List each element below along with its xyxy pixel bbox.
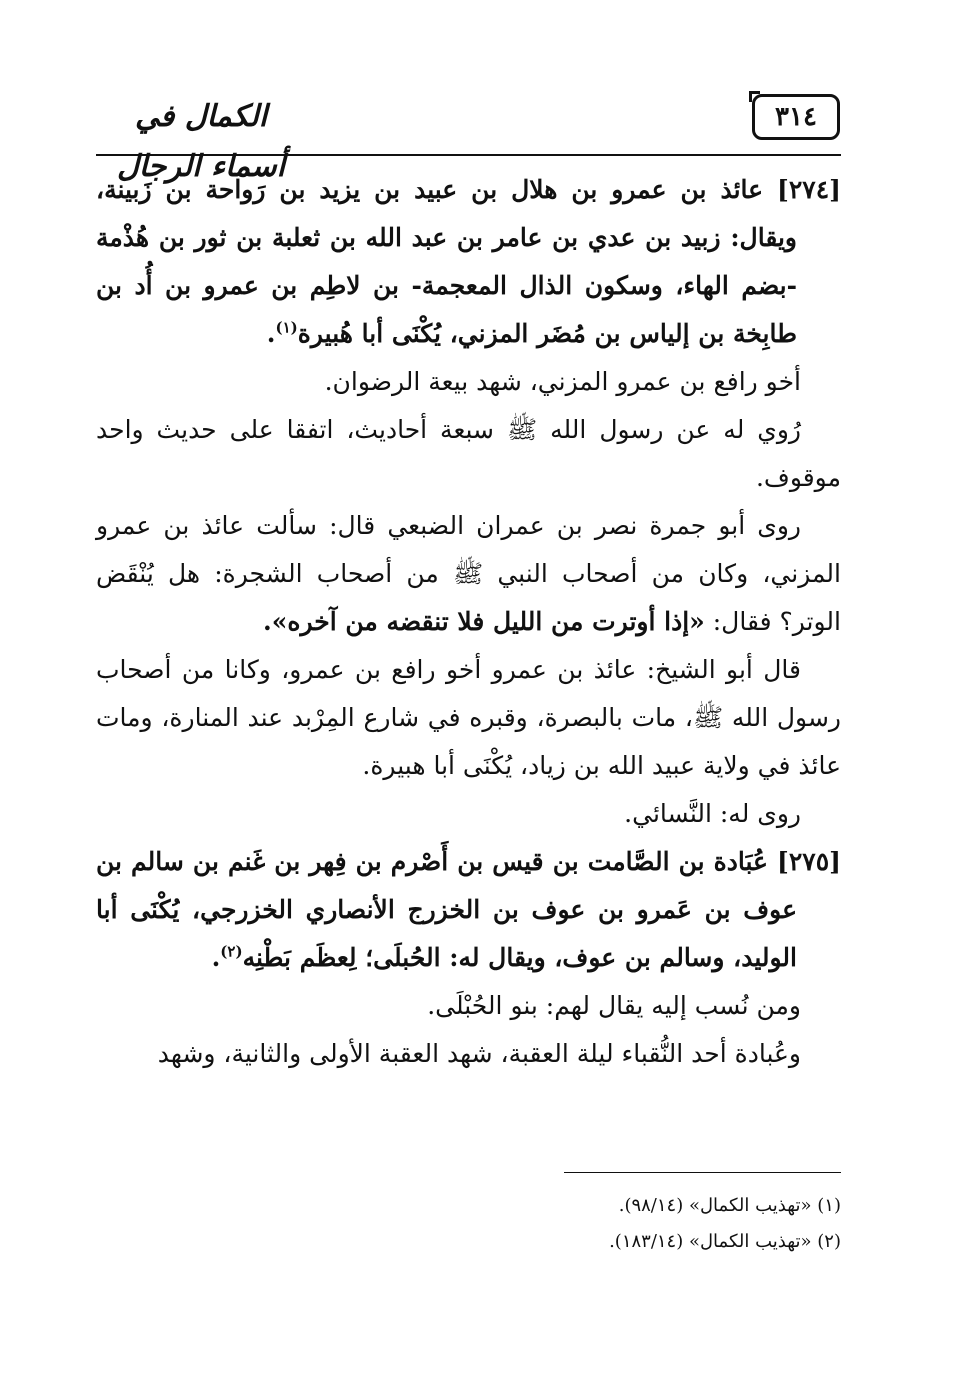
- paragraph: ومن نُسب إليه يقال لهم: بنو الحُبْلَى.: [427, 991, 801, 1020]
- footnote-ref-2: (٢): [220, 942, 243, 961]
- paragraph: رُوي له عن رسول الله ﷺ سبعة أحاديث، اتفقا على حديث واحد موقوف.: [96, 415, 841, 492]
- paragraph: أخو رافع بن عمرو المزني، شهد بيعة الرضوان.: [324, 367, 801, 396]
- entry-heading-275: [٢٧٥] عُبَادة بن الصَّامت بن قيس بن أَصْرم بن فِهر بن غَنم بن سالم بن عوف بن عَمرو بن عوف بن الخزرج الأنصاري الخزرجي، يُكْنَى أبا الوليد، وسالم بن عوف، ويقال له: الحُبلَى؛ لِعظَم بَطْنِه$^{(٢)}$.: [96, 847, 841, 972]
- page-number-text: ٣١٤: [775, 102, 817, 132]
- page-number: [752, 94, 840, 140]
- entry-heading-274: [٢٧٤] عائذ بن عمرو بن هلال بن عبيد بن يزيد بن رَواحة بن زَبينة، ويقال: زبيد بن عدي بن عامر بن عبد الله بن ثعلبة بن ثور بن هُذْمة -بضم الهاء، وسكون الذال المعجمة- بن لاطِم بن عمرو بن أُد بن طابِخة بن إلياس بن مُضَر المزني، يُكْنَى أبا هُبيرة$^{(١)}$.: [96, 175, 841, 348]
- footnote-2: (٢) «تهذيب الكمال» (١٨٣/١٤).: [609, 1231, 841, 1252]
- header-rule: [96, 154, 841, 156]
- hadith-quote: «إذا أوترت من الليل فلا تنقضه من آخره».: [263, 607, 705, 636]
- footnote-ref-1: (١): [275, 318, 298, 337]
- paragraph: روى أبو جمرة نصر بن عمران الضبعي قال: سألت عائذ بن عمرو المزني، وكان من أصحاب النبي ﷺ من أصحاب الشجرة: هل يُنْقَض الوتر؟ فقال: «إذا أوترت من الليل فلا تنقضه من آخره».: [96, 511, 841, 636]
- footnotes: [96, 1188, 841, 1260]
- footnote-rule: [564, 1172, 841, 1173]
- footnote-1: (١) «تهذيب الكمال» (٩٨/١٤).: [618, 1195, 841, 1216]
- page-body: [96, 166, 841, 1078]
- paragraph: قال أبو الشيخ: عائذ بن عمرو أخو رافع بن عمرو، وكانا من أصحاب رسول الله ﷺ، مات بالبصرة، وقبره في شارع المِرْبد عند المنارة، ومات عائذ في ولاية عبيد الله بن زياد، يُكْنَى أبا هبيرة.: [96, 655, 841, 780]
- running-title: الكمال في أسماء الرجال: [116, 99, 286, 184]
- paragraph: روى له: النَّسائي.: [624, 799, 801, 828]
- paragraph: وعُبادة أحد النُّقباء ليلة العقبة، شهد العقبة الأولى والثانية، وشهد: [157, 1039, 801, 1068]
